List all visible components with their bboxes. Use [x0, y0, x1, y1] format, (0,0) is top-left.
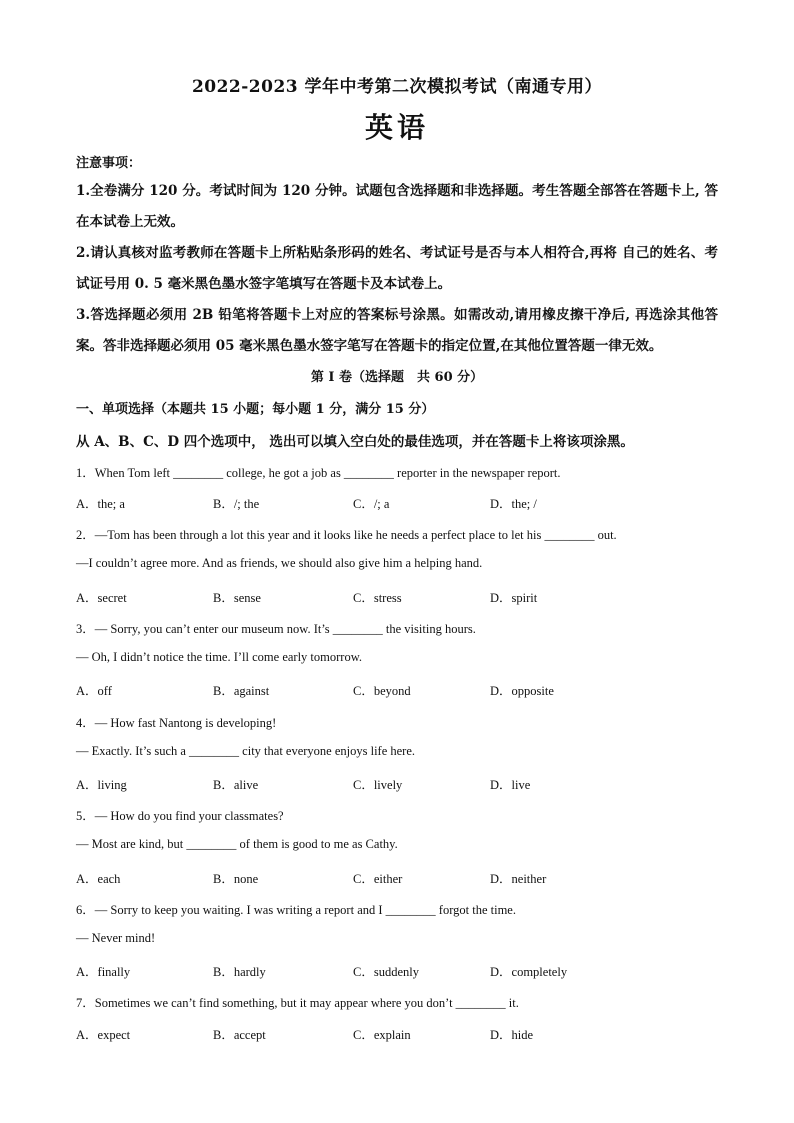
- question-6-stem: 6．— Sorry to keep you waiting. I was writing a report and I ________ forgot the time.: [76, 903, 516, 917]
- question-4-option-d: D．live: [490, 778, 531, 792]
- question-2-reply: —I couldn’t agree more. And as friends, we should also give him a helping hand.: [76, 556, 483, 570]
- notice-item-1: 1.全卷满分 120 分。考试时间为 120 分钟。试题包含选择题和非选择题。考生答题全部答在答题卡上, 答在本试卷上无效。: [76, 183, 718, 230]
- notes-heading: 注意事项：: [76, 156, 142, 171]
- question-2-option-a: A．secret: [76, 591, 127, 605]
- question-7-stem: 7．Sometimes we can’t find something, but it may appear where you don’t ________ it.: [76, 996, 519, 1010]
- question-4-reply: — Exactly. It’s such a ________ city that everyone enjoys life here.: [76, 744, 416, 758]
- question-1-option-a: A．the; a: [76, 497, 125, 511]
- question-5-option-b: B．none: [213, 872, 259, 886]
- question-3-reply: — Oh, I didn’t notice the time. I’ll come early tomorrow.: [76, 650, 363, 664]
- question-7-option-c: C．explain: [353, 1028, 411, 1042]
- question-5-option-a: A．each: [76, 872, 121, 886]
- question-6-option-b: B．hardly: [213, 965, 266, 979]
- question-1-options: [76, 494, 736, 514]
- question-3-option-a: A．off: [76, 684, 112, 698]
- question-2-options: [76, 588, 736, 608]
- question-6-option-c: C．suddenly: [353, 965, 419, 979]
- question-6-option-d: D．completely: [490, 965, 568, 979]
- question-6-reply: — Never mind!: [76, 931, 156, 945]
- part-heading: 一、单项选择（本题共 15 小题；每小题 1 分，满分 15 分）: [76, 402, 435, 417]
- question-5-reply: — Most are kind, but ________ of them is good to me as Cathy.: [76, 837, 398, 851]
- question-4-option-a: A．living: [76, 778, 127, 792]
- question-7-option-d: D．hide: [490, 1028, 534, 1042]
- question-3-option-b: B．against: [213, 684, 270, 698]
- question-5-stem: 5．— How do you find your classmates?: [76, 809, 284, 823]
- question-1-option-b: B．/; the: [213, 497, 260, 511]
- question-6-option-a: A．finally: [76, 965, 131, 979]
- instructions: 从 A、B、C、D 四个选项中， 选出可以填入空白处的最佳选项，并在答题卡上将该项涂黑。: [76, 434, 634, 450]
- notice-item-2: 2.请认真核对监考教师在答题卡上所粘贴条形码的姓名、考试证号是否与本人相符合,再将 自己的姓名、考试证号用 0. 5 毫米黑色墨水签字笔填写在答题卡及本试卷上。: [76, 245, 718, 292]
- question-4-stem: 4．— How fast Nantong is developing!: [76, 716, 277, 730]
- question-3-stem: 3．— Sorry, you can’t enter our museum now. It’s ________ the visiting hours.: [76, 622, 476, 636]
- question-1-stem: 1．When Tom left ________ college, he got a job as ________ reporter in the newspaper report.: [76, 466, 561, 480]
- question-2-stem: 2．—Tom has been through a lot this year and it looks like he needs a perfect place to let his ________ out.: [76, 528, 617, 542]
- question-3-option-c: C．beyond: [353, 684, 411, 698]
- question-2-option-c: C．stress: [353, 591, 402, 605]
- subject-title: 英语: [364, 111, 429, 144]
- question-7-options: [76, 1025, 736, 1045]
- section-heading: 第 I 卷（选择题 共 60 分）: [310, 370, 484, 385]
- question-7-option-a: A．expect: [76, 1028, 131, 1042]
- question-4-options: [76, 775, 736, 795]
- question-2-option-b: B．sense: [213, 591, 261, 605]
- question-4-option-c: C．lively: [353, 778, 403, 792]
- question-5-option-d: D．neither: [490, 872, 547, 886]
- question-7-option-b: B．accept: [213, 1028, 266, 1042]
- question-2-option-d: D．spirit: [490, 591, 538, 605]
- exam-title: 2022-2023 学年中考第二次模拟考试（南通专用）: [191, 77, 603, 97]
- notice-item-3: 3.答选择题必须用 2B 铅笔将答题卡上对应的答案标号涂黑。如需改动,请用橡皮擦干净后, 再选涂其他答案。答非选择题必须用 05 毫米黑色墨水签字笔写在答题卡的指定位置,在其他位置答题一律无效。: [76, 307, 718, 354]
- question-4-option-b: B．alive: [213, 778, 259, 792]
- question-1-option-d: D．the; /: [490, 497, 537, 511]
- question-3-option-d: D．opposite: [490, 684, 554, 698]
- question-1-option-c: C．/; a: [353, 497, 390, 511]
- question-5-options: [76, 869, 736, 889]
- question-6-options: [76, 962, 736, 982]
- question-3-options: [76, 681, 736, 701]
- question-5-option-c: C．either: [353, 872, 403, 886]
